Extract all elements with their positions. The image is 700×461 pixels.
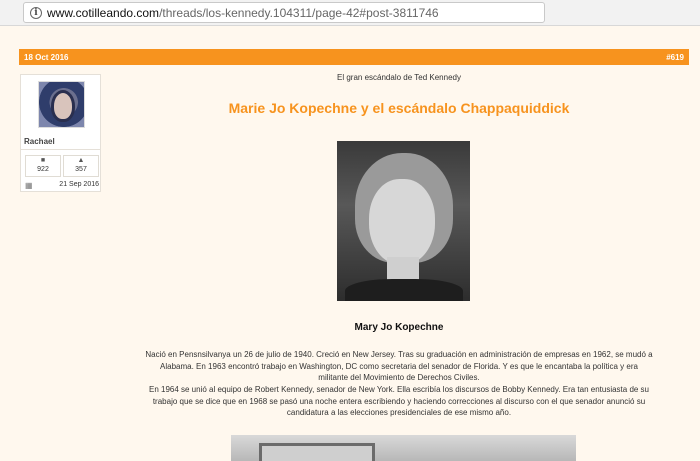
join-date: 21 Sep 2016 — [59, 181, 99, 188]
calendar-icon: ▦ — [25, 181, 33, 190]
likes-count: 357 — [75, 166, 87, 173]
second-photo — [231, 435, 576, 461]
paragraph-line: Alabama. En 1963 encontró trabajo en Washington, DC como secretaria del senador de Florida. Y es que le encantaba la política y era — [160, 361, 638, 371]
post-number[interactable]: #619 — [666, 52, 684, 62]
join-date-row — [25, 181, 99, 190]
user-info-card — [20, 74, 101, 192]
avatar[interactable] — [38, 81, 85, 128]
username[interactable]: Rachael — [24, 137, 55, 146]
post-header — [19, 49, 689, 65]
paragraph-line: trabajo que se dice que en 1968 se pasó una noche entera escribiendo y haciendo correcciones al discurso con el que senador anunció su — [152, 396, 646, 406]
messages-stat — [25, 155, 61, 177]
post-body — [19, 65, 689, 461]
post-date[interactable]: 18 Oct 2016 — [24, 52, 69, 62]
paragraph-line: candidatura a las elecciones presidenciales de ese mismo año. — [286, 408, 512, 417]
paragraph-line: militante del Movimiento de Derechos Civiles. — [318, 373, 480, 382]
url-host: www.cotilleando.com — [47, 5, 160, 20]
browser-toolbar — [0, 0, 700, 26]
photo-caption: Mary Jo Kopechne — [354, 322, 444, 333]
portrait-photo — [337, 141, 470, 301]
paragraph-biography — [109, 349, 689, 384]
messages-count: 922 — [37, 166, 49, 173]
url-path: /threads/los-kennedy.104311/page-42#post-3811746 — [159, 5, 439, 20]
divider — [21, 149, 100, 150]
address-bar[interactable] — [23, 2, 545, 23]
thumbs-up-icon: ▲ — [77, 157, 85, 164]
post-content — [109, 65, 689, 461]
paragraph-line: En 1964 se unió al equipo de Robert Kennedy, senador de New York. Ella escribía los discursos de Bobby Kennedy. Era tan entusiasta de su — [148, 385, 650, 394]
paragraph-career — [109, 384, 689, 419]
post-title: Marie Jo Kopechne y el escándalo Chappaquiddick — [228, 100, 570, 116]
post-subtitle: El gran escándalo de Ted Kennedy — [337, 73, 461, 82]
forum-page — [0, 26, 700, 461]
info-icon[interactable]: i — [30, 7, 42, 19]
speech-bubble-icon: ■ — [40, 157, 46, 164]
paragraph-line: Nació en Pensnsilvanya un 26 de julio de 1940. Creció en New Jersey. Tras su graduación en administración de empresas en 1962, se mudó a — [145, 350, 653, 359]
likes-stat — [63, 155, 99, 177]
